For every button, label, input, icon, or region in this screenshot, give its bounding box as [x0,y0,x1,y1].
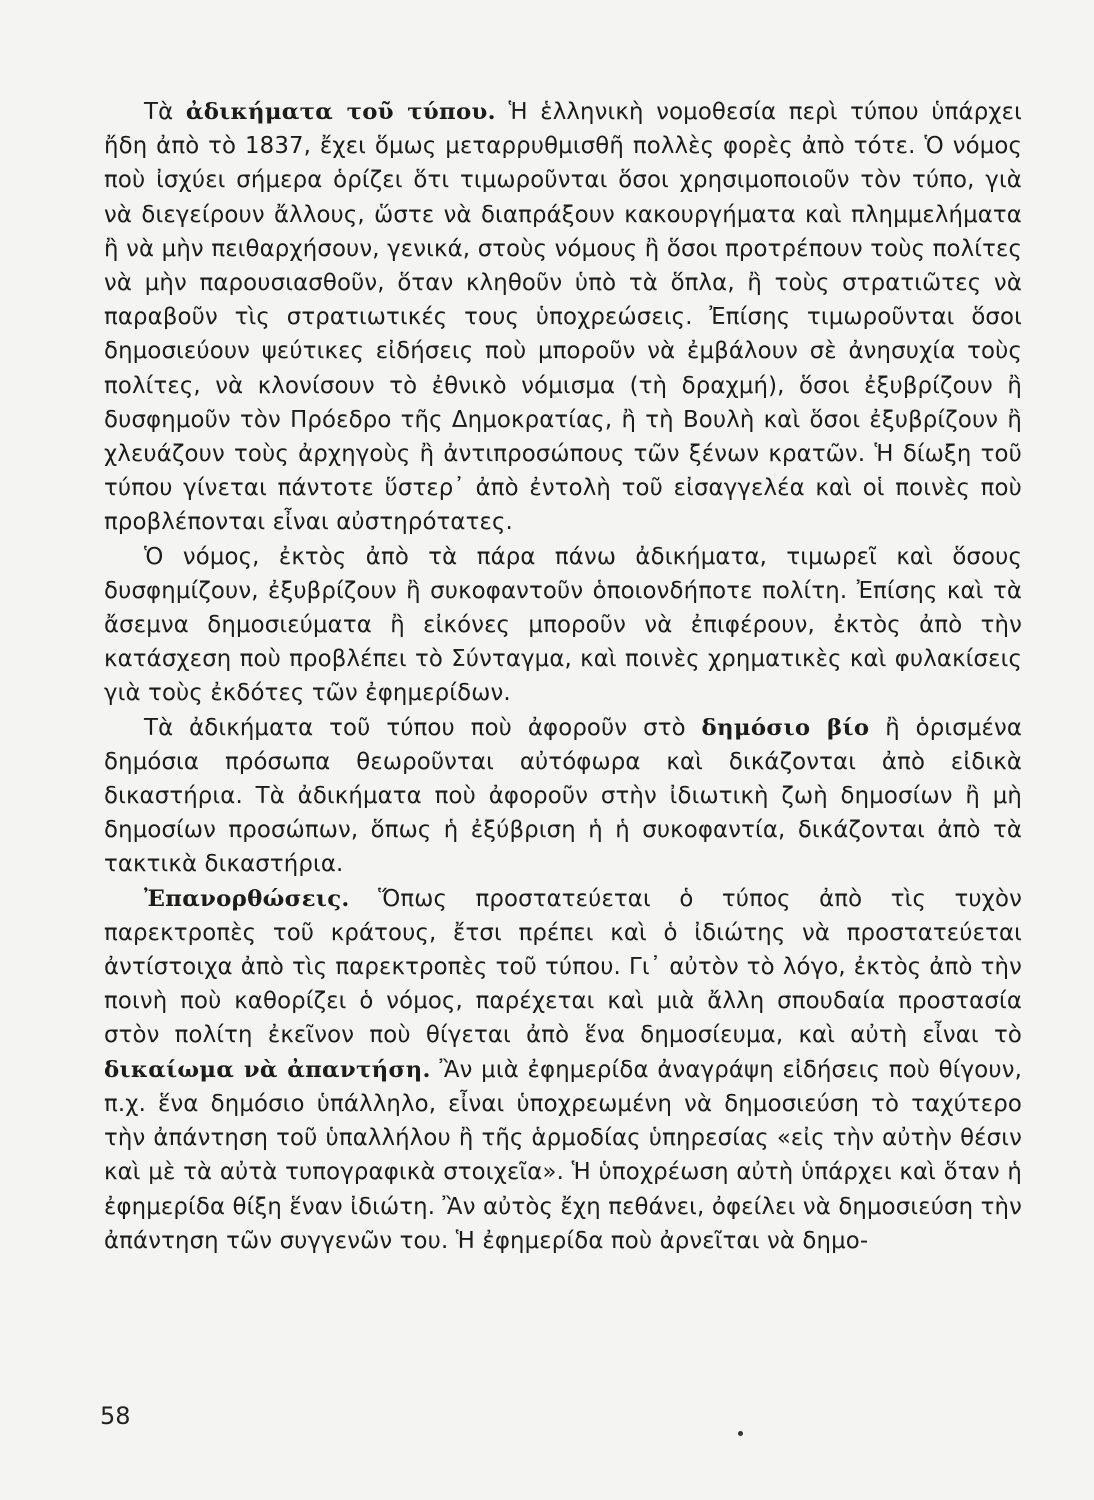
paragraph-text: Ἡ ἑλληνικὴ νομοθεσία περὶ τύπου ὑπάρχει ἤδη ἀπὸ τὸ 1837, ἔχει ὅμως μεταρρυθμισθῆ πολλὲς φορὲς ἀπὸ τότε. Ὁ νόμος ποὺ ἰσχύει σήμερα ὁρίζει ὅτι τιμωροῦνται ὅσοι χρησιμοποιοῦν τὸν τύπο, γιὰ νὰ διεγείρουν ἄλλους, ὥστε νὰ διαπράξουν κακουργήματα καὶ πλημμελήματα ἢ νὰ μὴν πειθαρχήσουν, γενικά, στοὺς νόμους ἢ ὅσοι προτρέπουν τοὺς πολίτες νὰ μὴν παρουσιασθοῦν, ὅταν κληθοῦν ὑπὸ τὰ ὅπλα, ἢ τοὺς στρατιῶτες νὰ παραβοῦν τὶς στρατιωτικές τους ὑποχρεώσεις. Ἐπίσης τιμωροῦνται ὅσοι δημοσιεύουν ψεύτικες εἰδήσεις ποὺ μποροῦν νὰ ἐμβάλουν σὲ ἀνησυχία τοὺς πολίτες, νὰ κλονίσουν τὸ ἐθνικὸ νόμισμα (τὴ δραχμή), ὅσοι ἐξυβρίζουν ἢ δυσφημοῦν τὸν Πρόεδρο τῆς Δημοκρατίας, ἢ τὴ Βουλὴ καὶ ὅσοι ἐξυβρίζουν ἢ χλευάζουν τοὺς ἀρχηγοὺς ἢ ἀντιπροσώπους τῶν ξένων κρατῶν. Ἡ δίωξη τοῦ τύπου γίνεται πάντοτε ὕστερ᾿ ἀπὸ ἐντολὴ τοῦ εἰσαγγελέα καὶ οἱ ποινὲς ποὺ προβλέπονται εἶναι αὐστηρότατες. [104,99,1022,536]
section-heading-corrections: Ἐπανορθώσεις. [144,885,350,912]
page-body [104,95,1022,1258]
page-number: 58 [100,1402,131,1430]
paragraph-press-offenses [104,95,1022,540]
section-heading-press-offenses: ἀδικήματα τοῦ τύπου. [185,99,496,125]
paragraph-text: Ὁ νόμος, ἐκτὸς ἀπὸ τὰ πάρα πάνω ἀδικήματα, τιμωρεῖ καὶ ὅσους δυσφημίζουν, ἐξυβρίζουν ἢ συκοφαντοῦν ὁποιονδήποτε πολίτη. Ἐπίσης καὶ τὰ ἄσεμνα δημοσιεύματα ἢ εἰκόνες μποροῦν νὰ ἐπιφέρουν, ἐκτὸς ἀπὸ τὴν κατάσχεση ποὺ προβλέπει τὸ Σύνταγμα, καὶ ποινὲς χρηματικὲς καὶ φυλακίσεις γιὰ τοὺς ἐκδότες τῶν ἐφημερίδων. [104,543,1022,707]
paragraph-corrections [104,882,1022,1258]
paragraph-text-before: Ὅπως προστατεύεται ὁ τύπος ἀπὸ τὶς τυχὸν παρεκτροπὲς τοῦ κράτους, ἔτσι πρέπει καὶ ὁ ἰδιώτης νὰ προστατεύεται ἀντίστοιχα ἀπὸ τὶς παρεκτροπὲς τοῦ τύπου. Γι᾿ αὐτὸν τὸ λόγο, ἐκτὸς ἀπὸ τὴν ποινὴ ποὺ καθορίζει ὁ νόμος, παρέχεται καὶ μιὰ ἄλλη σπουδαία προστασία στὸν πολίτη ἐκεῖνον ποὺ θίγεται ἀπὸ ἕνα δημοσίευμα, καὶ αὐτὴ εἶναι τὸ [104,885,1022,1049]
paragraph-text-after: Ἂν μιὰ ἐφημερίδα ἀναγράψη εἰδήσεις ποὺ θίγουν, π.χ. ἕνα δημόσιο ὑπάλληλο, εἶναι ὑποχρεωμένη νὰ δημοσιεύση τὸ ταχύτερο τὴν ἀπάντηση τοῦ ὑπαλλήλου ἢ τῆς ἁρμοδίας ὑπηρεσίας «εἰς τὴν αὐτὴν θέσιν καὶ μὲ τὰ αὐτὰ τυπογραφικὰ στοιχεῖα». Ἡ ὑποχρέωση αὐτὴ ὑπάρχει καὶ ὅταν ἡ ἐφημερίδα θίξη ἕναν ἰδιώτη. Ἂν αὐτὸς ἔχη πεθάνει, ὀφείλει νὰ δημοσιεύση τὴν ἀπάντηση τῶν συγγενῶν του. Ἡ ἐφημερίδα ποὺ ἀρνεῖται νὰ δημο- [104,1056,1023,1254]
inline-heading-public-life: δημόσιο βίο [701,714,870,741]
paragraph-lead: Τὰ [144,99,174,125]
paragraph-text-after: ἢ ὁρισμένα δημόσια πρόσωπα θεωροῦνται αὐτόφωρα καὶ δικάζονται ἀπὸ εἰδικὰ δικαστήρια. Τὰ ἀδικήματα ποὺ ἀφοροῦν στὴν ἰδιωτικὴ ζωὴ δημοσίων ἢ μὴ δημοσίων προσώπων, ὅπως ἡ ἐξύβριση ἡ ἡ συκοφαντία, δικάζονται ἀπὸ τὰ τακτικὰ δικαστήρια. [104,714,1023,878]
paragraph-public-life [104,711,1022,882]
print-speck [738,1431,743,1436]
paragraph-defamation [104,540,1022,711]
inline-heading-right-of-reply: δικαίωμα νὰ ἀπαντήση. [104,1056,431,1083]
paragraph-text-before: Τὰ ἀδικήματα τοῦ τύπου ποὺ ἀφοροῦν στὸ [144,714,686,741]
